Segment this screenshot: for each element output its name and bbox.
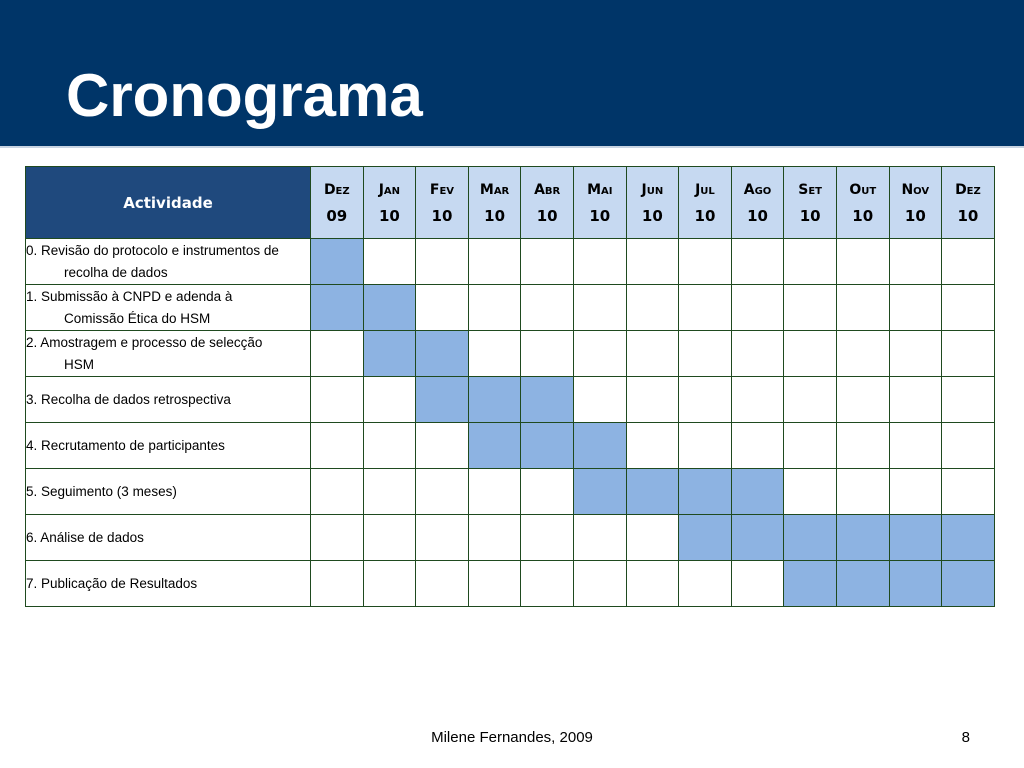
schedule-cell-empty bbox=[416, 285, 469, 331]
activity-label: 5. Seguimento (3 meses) bbox=[26, 483, 177, 499]
table-row bbox=[26, 469, 995, 515]
schedule-cell-active bbox=[521, 377, 574, 423]
schedule-cell-empty bbox=[836, 377, 889, 423]
activity-label: 4. Recrutamento de participantes bbox=[26, 437, 225, 453]
activity-label-continuation: HSM bbox=[64, 356, 94, 372]
month-name: Jun bbox=[641, 181, 664, 198]
schedule-cell-empty bbox=[521, 515, 574, 561]
page-number: 8 bbox=[961, 729, 970, 746]
schedule-cell-active bbox=[468, 377, 521, 423]
schedule-cell-empty bbox=[416, 515, 469, 561]
schedule-cell-empty bbox=[836, 469, 889, 515]
month-year: 10 bbox=[904, 206, 926, 225]
schedule-cell-empty bbox=[784, 331, 837, 377]
schedule-cell-empty bbox=[942, 377, 995, 423]
schedule-cell-empty bbox=[573, 561, 626, 607]
slide-title: Cronograma bbox=[66, 62, 423, 129]
month-year: 10 bbox=[747, 206, 768, 225]
schedule-table bbox=[25, 166, 995, 607]
schedule-cell-empty bbox=[573, 515, 626, 561]
schedule-cell-active bbox=[311, 285, 364, 331]
schedule-cell-empty bbox=[679, 561, 732, 607]
schedule-cell-empty bbox=[416, 469, 469, 515]
schedule-cell-active bbox=[573, 469, 626, 515]
schedule-cell-empty bbox=[416, 239, 469, 285]
schedule-cell-empty bbox=[573, 377, 626, 423]
schedule-cell-empty bbox=[942, 331, 995, 377]
schedule-cell-empty bbox=[468, 239, 521, 285]
schedule-cell-empty bbox=[679, 423, 732, 469]
schedule-cell-active bbox=[679, 469, 732, 515]
activity-label: 1. Submissão à CNPD e adenda à bbox=[26, 288, 233, 304]
activity-label: 0. Revisão do protocolo e instrumentos de bbox=[26, 242, 279, 258]
schedule-cell-empty bbox=[784, 423, 837, 469]
schedule-cell-empty bbox=[363, 239, 416, 285]
schedule-cell-active bbox=[311, 239, 364, 285]
schedule-cell-empty bbox=[731, 423, 784, 469]
month-name: Out bbox=[849, 181, 877, 198]
schedule-cell-empty bbox=[521, 239, 574, 285]
schedule-cell-empty bbox=[573, 331, 626, 377]
schedule-cell-empty bbox=[731, 331, 784, 377]
month-name: Dez bbox=[323, 181, 350, 198]
month-header bbox=[731, 167, 784, 239]
schedule-cell-empty bbox=[942, 423, 995, 469]
month-name: Dez bbox=[955, 181, 981, 198]
activity-label-cell bbox=[26, 331, 311, 377]
schedule-cell-empty bbox=[889, 285, 942, 331]
activity-label-cell bbox=[26, 377, 311, 423]
schedule-cell-empty bbox=[942, 239, 995, 285]
schedule-cell-empty bbox=[679, 285, 732, 331]
activity-label-cell bbox=[26, 469, 311, 515]
schedule-cell-empty bbox=[889, 377, 942, 423]
schedule-cell-empty bbox=[363, 423, 416, 469]
schedule-cell-empty bbox=[311, 561, 364, 607]
month-header bbox=[784, 167, 837, 239]
schedule-cell-empty bbox=[626, 285, 679, 331]
schedule-cell-active bbox=[416, 331, 469, 377]
month-year: 10 bbox=[852, 206, 874, 225]
month-header bbox=[679, 167, 732, 239]
schedule-cell-active bbox=[363, 285, 416, 331]
schedule-cell-active bbox=[416, 377, 469, 423]
schedule-cell-empty bbox=[889, 331, 942, 377]
month-header bbox=[311, 167, 364, 239]
activity-label-cell bbox=[26, 561, 311, 607]
schedule-cell-empty bbox=[311, 377, 364, 423]
month-header bbox=[468, 167, 521, 239]
activity-label-cell bbox=[26, 285, 311, 331]
schedule-cell-empty bbox=[731, 377, 784, 423]
schedule-cell-empty bbox=[784, 469, 837, 515]
month-year: 09 bbox=[326, 206, 348, 225]
schedule-cell-empty bbox=[889, 239, 942, 285]
month-header bbox=[573, 167, 626, 239]
activity-label-cell bbox=[26, 239, 311, 285]
activity-label-cell bbox=[26, 515, 311, 561]
table-row bbox=[26, 331, 995, 377]
schedule-cell-empty bbox=[784, 285, 837, 331]
month-year: 10 bbox=[799, 206, 821, 225]
schedule-cell-active bbox=[784, 561, 837, 607]
schedule-cell-empty bbox=[889, 423, 942, 469]
month-name: Nov bbox=[901, 181, 930, 198]
schedule-cell-active bbox=[731, 469, 784, 515]
activity-label: 7. Publicação de Resultados bbox=[26, 575, 198, 591]
schedule-cell-empty bbox=[468, 561, 521, 607]
month-year: 10 bbox=[957, 206, 979, 225]
month-header bbox=[521, 167, 574, 239]
schedule-cell-empty bbox=[468, 469, 521, 515]
schedule-cell-empty bbox=[468, 331, 521, 377]
activity-label: 6. Análise de dados bbox=[26, 529, 144, 545]
table-row bbox=[26, 423, 995, 469]
schedule-cell-active bbox=[626, 469, 679, 515]
schedule-cell-empty bbox=[836, 423, 889, 469]
table-row bbox=[26, 239, 995, 285]
schedule-cell-empty bbox=[731, 285, 784, 331]
schedule-cell-empty bbox=[626, 377, 679, 423]
schedule-cell-empty bbox=[731, 239, 784, 285]
schedule-cell-empty bbox=[626, 515, 679, 561]
month-year: 10 bbox=[378, 206, 400, 225]
month-name: Ago bbox=[743, 181, 772, 198]
schedule-cell-active bbox=[679, 515, 732, 561]
month-header bbox=[626, 167, 679, 239]
table-row bbox=[26, 515, 995, 561]
schedule-cell-empty bbox=[836, 331, 889, 377]
schedule-cell-active bbox=[731, 515, 784, 561]
month-name: Fev bbox=[429, 181, 455, 198]
schedule-cell-empty bbox=[626, 423, 679, 469]
table-header-row bbox=[26, 167, 995, 239]
schedule-cell-empty bbox=[679, 377, 732, 423]
schedule-cell-active bbox=[836, 561, 889, 607]
month-year: 10 bbox=[641, 206, 663, 225]
activity-column-header: Actividade bbox=[26, 167, 311, 239]
schedule-cell-empty bbox=[521, 469, 574, 515]
month-name: Mai bbox=[587, 181, 613, 198]
schedule-cell-empty bbox=[363, 561, 416, 607]
schedule-cell-empty bbox=[311, 515, 364, 561]
schedule-cell-active bbox=[942, 561, 995, 607]
month-header bbox=[363, 167, 416, 239]
schedule-cell-empty bbox=[784, 377, 837, 423]
month-year: 10 bbox=[484, 206, 506, 225]
footer-author: Milene Fernandes, 2009 bbox=[431, 729, 593, 746]
schedule-cell-empty bbox=[626, 561, 679, 607]
schedule-cell-active bbox=[889, 561, 942, 607]
schedule-cell-empty bbox=[416, 561, 469, 607]
schedule-cell-empty bbox=[363, 377, 416, 423]
schedule-cell-active bbox=[784, 515, 837, 561]
schedule-cell-empty bbox=[311, 469, 364, 515]
month-header bbox=[942, 167, 995, 239]
schedule-cell-empty bbox=[363, 469, 416, 515]
schedule-cell-empty bbox=[942, 285, 995, 331]
schedule-table-body bbox=[26, 239, 995, 607]
title-band bbox=[0, 0, 1024, 146]
month-header bbox=[416, 167, 469, 239]
month-name: Mar bbox=[479, 181, 510, 198]
schedule-cell-active bbox=[363, 331, 416, 377]
schedule-cell-empty bbox=[573, 285, 626, 331]
schedule-cell-empty bbox=[626, 331, 679, 377]
schedule-cell-empty bbox=[521, 561, 574, 607]
schedule-cell-active bbox=[942, 515, 995, 561]
activity-label-continuation: recolha de dados bbox=[64, 264, 168, 280]
table-row bbox=[26, 285, 995, 331]
month-name: Jul bbox=[695, 181, 715, 198]
activity-label: 3. Recolha de dados retrospectiva bbox=[26, 391, 231, 407]
schedule-cell-active bbox=[573, 423, 626, 469]
schedule-cell-empty bbox=[889, 469, 942, 515]
schedule-cell-empty bbox=[416, 423, 469, 469]
schedule-cell-empty bbox=[573, 239, 626, 285]
schedule-cell-active bbox=[521, 423, 574, 469]
schedule-cell-active bbox=[836, 515, 889, 561]
schedule-cell-empty bbox=[731, 561, 784, 607]
month-year: 10 bbox=[431, 206, 453, 225]
month-year: 10 bbox=[589, 206, 611, 225]
schedule-cell-empty bbox=[679, 239, 732, 285]
schedule-cell-empty bbox=[521, 331, 574, 377]
table-row bbox=[26, 561, 995, 607]
activity-label-cell bbox=[26, 423, 311, 469]
schedule-cell-empty bbox=[311, 331, 364, 377]
month-name: Set bbox=[798, 181, 823, 198]
month-header bbox=[889, 167, 942, 239]
activity-label-continuation: Comissão Ética do HSM bbox=[64, 310, 211, 326]
schedule-cell-empty bbox=[784, 239, 837, 285]
schedule-cell-empty bbox=[836, 239, 889, 285]
schedule-cell-empty bbox=[836, 285, 889, 331]
title-band-divider bbox=[0, 146, 1024, 148]
schedule-cell-empty bbox=[521, 285, 574, 331]
month-name: Abr bbox=[534, 181, 561, 198]
schedule-cell-empty bbox=[942, 469, 995, 515]
schedule-cell-empty bbox=[468, 515, 521, 561]
activity-label: 2. Amostragem e processo de selecção bbox=[26, 334, 263, 350]
schedule-cell-empty bbox=[626, 239, 679, 285]
month-year: 10 bbox=[536, 206, 558, 225]
table-row bbox=[26, 377, 995, 423]
month-year: 10 bbox=[694, 206, 716, 225]
month-header bbox=[836, 167, 889, 239]
schedule-cell-empty bbox=[679, 331, 732, 377]
schedule-cell-active bbox=[889, 515, 942, 561]
schedule-cell-active bbox=[468, 423, 521, 469]
schedule-cell-empty bbox=[311, 423, 364, 469]
schedule-cell-empty bbox=[363, 515, 416, 561]
schedule-cell-empty bbox=[468, 285, 521, 331]
month-name: Jan bbox=[378, 181, 401, 198]
